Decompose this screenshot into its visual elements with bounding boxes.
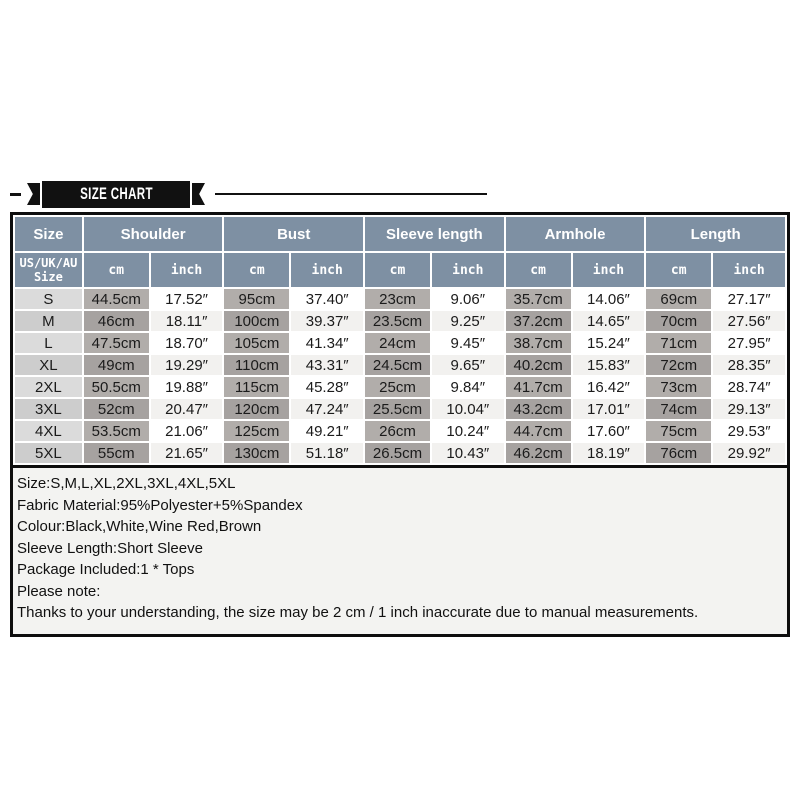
shoulder-cm-cell: 44.5cm (84, 289, 149, 309)
shoulder-cm-cell: 52cm (84, 399, 149, 419)
unit-inch: inch (713, 253, 785, 287)
armhole-cm-cell: 40.2cm (506, 355, 571, 375)
size-cell: 3XL (15, 399, 82, 419)
armhole-inch-cell: 14.65″ (573, 311, 645, 331)
length-inch-cell: 28.74″ (713, 377, 785, 397)
size-cell: M (15, 311, 82, 331)
header-bust: Bust (224, 217, 363, 251)
length-cm-cell: 71cm (646, 333, 711, 353)
sleeve-cm-cell: 26cm (365, 421, 430, 441)
armhole-cm-cell: 37.2cm (506, 311, 571, 331)
unit-inch: inch (573, 253, 645, 287)
armhole-cm-cell: 44.7cm (506, 421, 571, 441)
table-row-m (15, 311, 785, 331)
sleeve-cm-cell: 24cm (365, 333, 430, 353)
table-row-xl (15, 355, 785, 375)
note-sizes: Size:S,M,L,XL,2XL,3XL,4XL,5XL (17, 475, 236, 492)
length-cm-cell: 74cm (646, 399, 711, 419)
length-cm-cell: 70cm (646, 311, 711, 331)
bust-cm-cell: 125cm (224, 421, 289, 441)
length-cm-cell: 75cm (646, 421, 711, 441)
shoulder-cm-cell: 46cm (84, 311, 149, 331)
note-colour: Colour:Black,White,Wine Red,Brown (17, 518, 262, 535)
table-row-l (15, 333, 785, 353)
table-row-s (15, 289, 785, 309)
sleeve-inch-cell: 9.45″ (432, 333, 504, 353)
shoulder-cm-cell: 47.5cm (84, 333, 149, 353)
armhole-cm-cell: 43.2cm (506, 399, 571, 419)
note-fabric: Fabric Material:95%Polyester+5%Spandex (17, 496, 303, 514)
length-cm-cell: 69cm (646, 289, 711, 309)
banner-rule (215, 193, 487, 195)
header-shoulder: Shoulder (84, 217, 223, 251)
table-row-4xl (15, 421, 785, 441)
bust-inch-cell: 41.34″ (291, 333, 363, 353)
unit-cm: cm (224, 253, 289, 287)
armhole-cm-cell: 35.7cm (506, 289, 571, 309)
header-length: Length (646, 217, 785, 251)
sleeve-cm-cell: 25cm (365, 377, 430, 397)
sleeve-cm-cell: 23.5cm (365, 311, 430, 331)
shoulder-cm-cell: 50.5cm (84, 377, 149, 397)
shoulder-cm-cell: 53.5cm (84, 421, 149, 441)
armhole-inch-cell: 17.01″ (573, 399, 645, 419)
ribbon-left-fold-icon (27, 183, 40, 205)
shoulder-inch-cell: 19.29″ (151, 355, 223, 375)
unit-inch: inch (151, 253, 223, 287)
table-row-5xl (15, 443, 785, 463)
bust-cm-cell: 105cm (224, 333, 289, 353)
shoulder-inch-cell: 18.11″ (151, 311, 223, 331)
size-cell: 2XL (15, 377, 82, 397)
banner (10, 179, 790, 209)
header-us-uk-au: US/UK/AU (19, 256, 78, 270)
bust-cm-cell: 110cm (224, 355, 289, 375)
armhole-cm-cell: 38.7cm (506, 333, 571, 353)
shoulder-inch-cell: 18.70″ (151, 333, 223, 353)
bust-cm-cell: 100cm (224, 311, 289, 331)
unit-cm: cm (646, 253, 711, 287)
length-cm-cell: 76cm (646, 443, 711, 463)
bust-cm-cell: 130cm (224, 443, 289, 463)
size-cell: S (15, 289, 82, 309)
unit-cm: cm (365, 253, 430, 287)
size-chart-ribbon (42, 181, 190, 208)
note-sleeve-length: Sleeve Length:Short Sleeve (17, 539, 203, 557)
shoulder-inch-cell: 20.47″ (151, 399, 223, 419)
note-please: Please note: (17, 582, 101, 600)
armhole-cm-cell: 46.2cm (506, 443, 571, 463)
sleeve-cm-cell: 24.5cm (365, 355, 430, 375)
header-armhole: Armhole (506, 217, 645, 251)
sleeve-inch-cell: 9.06″ (432, 289, 504, 309)
bust-inch-cell: 37.40″ (291, 289, 363, 309)
header-us-uk-au-size (15, 253, 82, 287)
bust-inch-cell: 43.31″ (291, 355, 363, 375)
length-cm-cell: 72cm (646, 355, 711, 375)
table-row-2xl (15, 377, 785, 397)
size-cell: XL (15, 355, 82, 375)
shoulder-inch-cell: 17.52″ (151, 289, 223, 309)
armhole-inch-cell: 16.42″ (573, 377, 645, 397)
note-disclaimer: Thanks to your understanding, the size may be 2 cm / 1 inch inaccurate due to manual measurements. (17, 604, 699, 621)
bust-inch-cell: 51.18″ (291, 443, 363, 463)
sleeve-cm-cell: 23cm (365, 289, 430, 309)
sleeve-inch-cell: 10.24″ (432, 421, 504, 441)
table-row-3xl (15, 399, 785, 419)
length-inch-cell: 27.56″ (713, 311, 785, 331)
size-chart-sheet (10, 212, 790, 637)
sleeve-inch-cell: 9.84″ (432, 377, 504, 397)
length-inch-cell: 27.95″ (713, 333, 785, 353)
product-notes (13, 465, 787, 634)
sleeve-cm-cell: 25.5cm (365, 399, 430, 419)
size-table (13, 215, 787, 465)
size-cell: 4XL (15, 421, 82, 441)
bust-cm-cell: 115cm (224, 377, 289, 397)
note-package: Package Included:1 * Tops (17, 561, 195, 578)
length-inch-cell: 29.53″ (713, 421, 785, 441)
length-inch-cell: 29.92″ (713, 443, 785, 463)
unit-cm: cm (84, 253, 149, 287)
bust-inch-cell: 49.21″ (291, 421, 363, 441)
bust-inch-cell: 39.37″ (291, 311, 363, 331)
shoulder-inch-cell: 19.88″ (151, 377, 223, 397)
length-inch-cell: 27.17″ (713, 289, 785, 309)
length-inch-cell: 28.35″ (713, 355, 785, 375)
unit-inch: inch (432, 253, 504, 287)
header-sleeve-length: Sleeve length (365, 217, 504, 251)
sleeve-cm-cell: 26.5cm (365, 443, 430, 463)
header-size: Size (15, 217, 82, 251)
armhole-inch-cell: 15.24″ (573, 333, 645, 353)
shoulder-inch-cell: 21.65″ (151, 443, 223, 463)
length-inch-cell: 29.13″ (713, 399, 785, 419)
bust-inch-cell: 47.24″ (291, 399, 363, 419)
header-row-units (15, 253, 785, 287)
sleeve-inch-cell: 9.65″ (432, 355, 504, 375)
unit-cm: cm (506, 253, 571, 287)
armhole-inch-cell: 18.19″ (573, 443, 645, 463)
armhole-cm-cell: 41.7cm (506, 377, 571, 397)
shoulder-cm-cell: 55cm (84, 443, 149, 463)
shoulder-inch-cell: 21.06″ (151, 421, 223, 441)
banner-dash (10, 193, 21, 196)
length-cm-cell: 73cm (646, 377, 711, 397)
banner-title: SIZE CHART (79, 184, 153, 203)
size-cell: 5XL (15, 443, 82, 463)
header-row-groups (15, 217, 785, 251)
sleeve-inch-cell: 10.04″ (432, 399, 504, 419)
size-cell: L (15, 333, 82, 353)
bust-cm-cell: 95cm (224, 289, 289, 309)
shoulder-cm-cell: 49cm (84, 355, 149, 375)
armhole-inch-cell: 14.06″ (573, 289, 645, 309)
unit-inch: inch (291, 253, 363, 287)
armhole-inch-cell: 17.60″ (573, 421, 645, 441)
sleeve-inch-cell: 9.25″ (432, 311, 504, 331)
sleeve-inch-cell: 10.43″ (432, 443, 504, 463)
armhole-inch-cell: 15.83″ (573, 355, 645, 375)
bust-cm-cell: 120cm (224, 399, 289, 419)
bust-inch-cell: 45.28″ (291, 377, 363, 397)
header-size-word: Size (33, 270, 63, 284)
ribbon-right-fold-icon (192, 183, 205, 205)
